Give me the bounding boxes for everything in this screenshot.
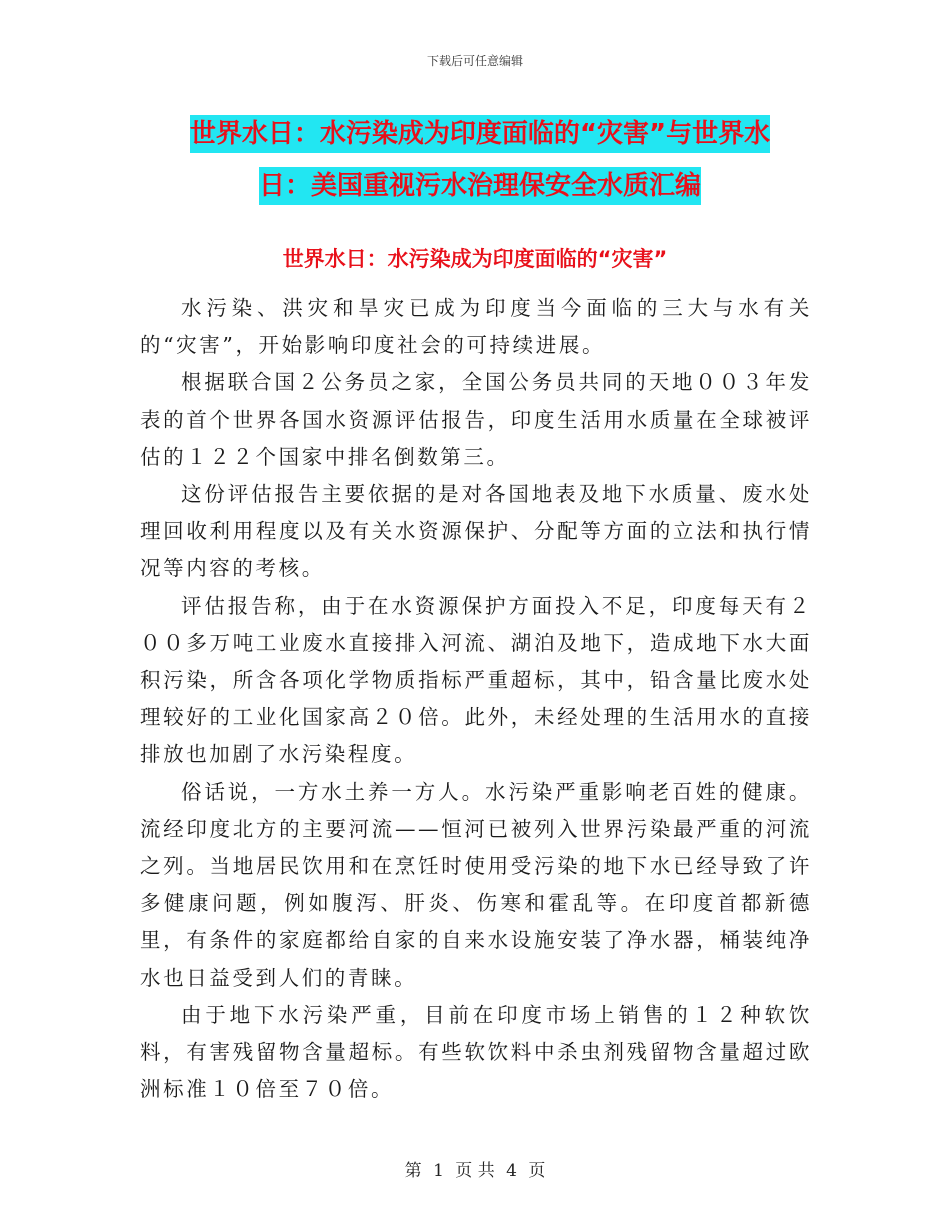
page-footer [0, 1156, 950, 1181]
main-title [140, 108, 820, 212]
paragraph: 根据联合国２公务员之家，全国公务员共同的天地００３年发表的首个世界各国水资源评估报告，印度生活用水质量在全球被评估的１２２个国家中排名倒数第三。 [140, 370, 812, 469]
footer-prefix: 第 [404, 1161, 422, 1181]
total-pages: 4 [506, 1161, 517, 1181]
section-title: 世界水日：水污染成为印度面临的“灾害” [282, 247, 668, 271]
main-title-line2: 日：美国重视污水治理保安全水质汇编 [259, 167, 701, 205]
header-note: 下载后可任意编辑 [426, 54, 523, 68]
footer-suffix: 页 [528, 1161, 546, 1181]
main-title-line1: 世界水日：水污染成为印度面临的“灾害”与世界水 [190, 115, 770, 153]
paragraph: 俗话说，一方水土养一方人。水污染严重影响老百姓的健康。流经印度北方的主要河流——恒河已被列入世界污染最严重的河流之列。当地居民饮用和在烹饪时使用受污染的地下水已经导致了许多健康问题，例如腹泻、肝炎、伤寒和霍乱等。在印度首都新德里，有条件的家庭都给自家的自来水设施安装了净水器，桶装纯净水也日益受到人们的青睐。 [140, 779, 812, 990]
paragraph: 由于地下水污染严重，目前在印度市场上销售的１２种软饮料，有害残留物含量超标。有些软饮料中杀虫剂残留物含量超过欧洲标准１０倍至７０倍。 [140, 1002, 812, 1102]
page-number: 1 [433, 1161, 444, 1181]
article-body [140, 290, 812, 1108]
footer-middle: 页 共 [455, 1161, 495, 1181]
paragraph: 这份评估报告主要依据的是对各国地表及地下水质量、废水处理回收利用程度以及有关水资源保护、分配等方面的立法和执行情况等内容的考核。 [140, 482, 812, 581]
paragraph: 水污染、洪灾和旱灾已成为印度当今面临的三大与水有关的“灾害”，开始影响印度社会的可持续进展。 [140, 296, 812, 358]
paragraph: 评估报告称，由于在水资源保护方面投入不足，印度每天有２００多万吨工业废水直接排入河流、湖泊及地下，造成地下水大面积污染，所含各项化学物质指标严重超标，其中，铅含量比废水处理较好的工业化国家高２０倍。此外，未经处理的生活用水的直接排放也加剧了水污染程度。 [140, 593, 812, 767]
